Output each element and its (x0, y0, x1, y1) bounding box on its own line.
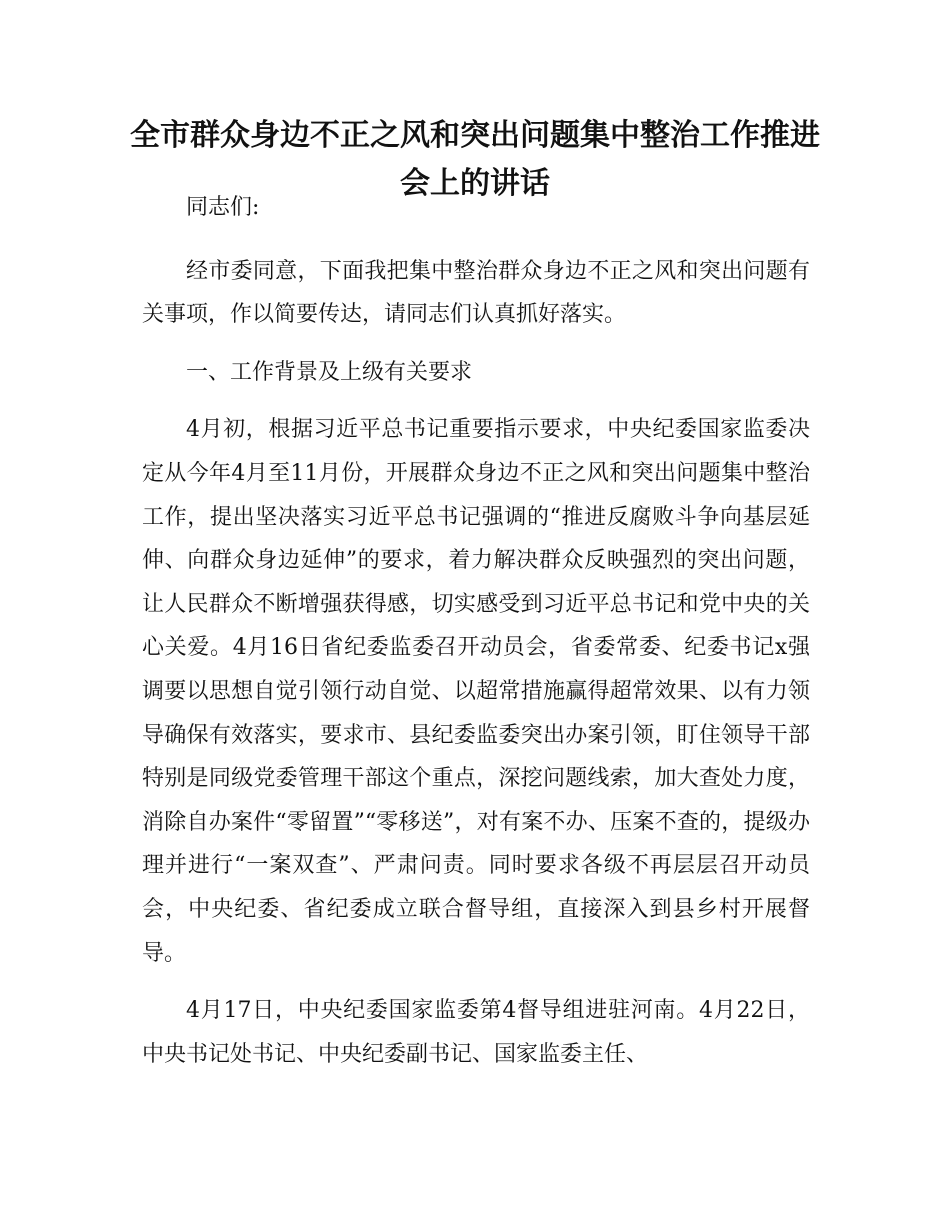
paragraph-supervision: 4月17日，中央纪委国家监委第4督导组进驻河南。4月22日，中央书记处书记、中央纪委副书记、国家监委主任、 (142, 998, 810, 1067)
document-body (142, 186, 810, 1090)
paragraph-intro: 经市委同意，下面我把集中整治群众身边不正之风和突出问题有关事项，作以简要传达，请同志们认真抓好落实。 (142, 258, 810, 328)
paragraph-background: 4月初，根据习近平总书记重要指示要求，中央纪委国家监委决定从今年4月至11月份，开展群众身边不正之风和突出问题集中整治工作，提出坚决落实习近平总书记强调的“推进反腐败斗争向基层延伸、向群众身边延伸”的要求，着力解决群众反映强烈的突出问题，让人民群众不断增强获得感，切实感受到习近平总书记和党中央的关心关爱。4月16日省纪委监委召开动员会，省委常委、纪委书记x强调要以思想自觉引领行动自觉、以超常措施赢得超常效果、以有力领导确保有效落实，要求市、县纪委监委突出办案引领，盯住领导干部特别是同级党委管理干部这个重点，深挖问题线索，加大查处力度，消除自办案件“零留置”“零移送”，对有案不办、压案不查的，提级办理并进行“一案双查”、严肃问责。同时要求各级不再层层召开动员会，中央纪委、省纪委成立联合督导组，直接深入到县乡村开展督导。 (142, 417, 810, 966)
salutation: 同志们: (186, 195, 260, 220)
document-title: 全市群众身边不正之风和突出问题集中整治工作推进会上的讲话 (130, 118, 820, 201)
section-heading: 一、工作背景及上级有关要求 (186, 359, 473, 385)
